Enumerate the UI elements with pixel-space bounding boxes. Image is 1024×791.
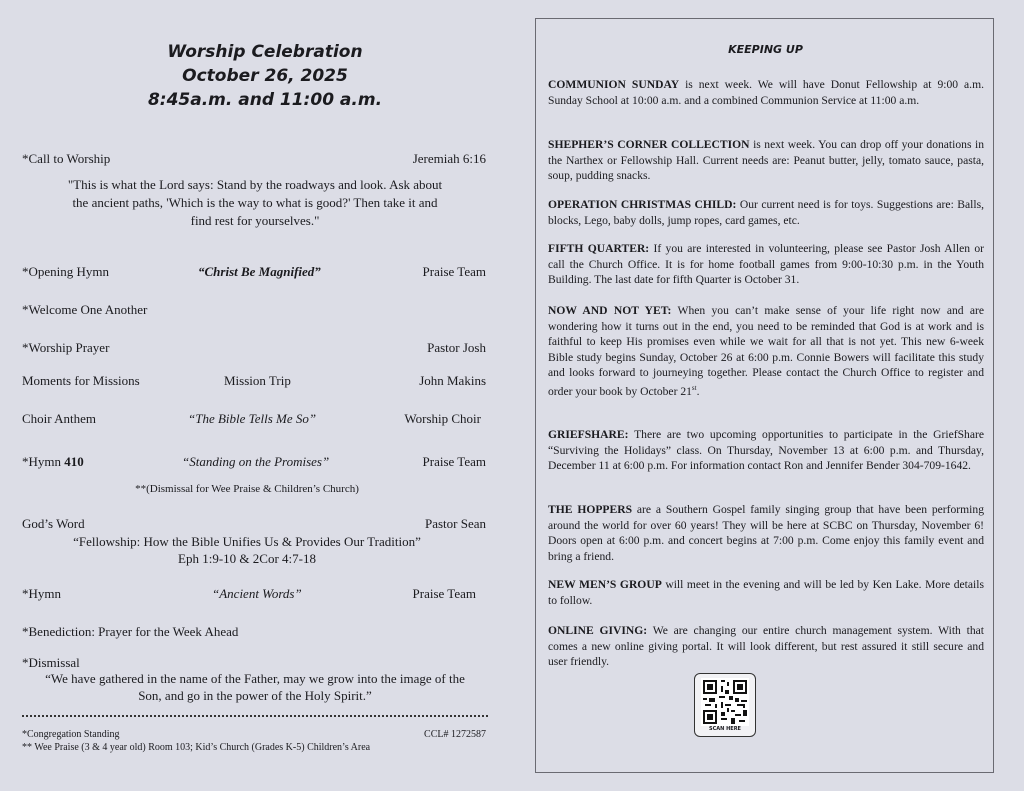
sermon-title: “Fellowship: How the Bible Unifies Us & Provides Our Tradition” — [73, 534, 421, 549]
worship-prayer-row: *Worship Prayer Pastor Josh — [22, 340, 486, 355]
children-rooms-note: ** Wee Praise (3 & 4 year old) Room 103; Kid’s Church (Grades K-5) Children’s Area — [22, 742, 371, 753]
announcement-now-and-not-yet: NOW AND NOT YET: When you can’t make sense of your life right now and are wondering how it turns out in the end, you need to be reminded that God is at work and is faithful to keep His promises even while we wait for all that is not yet. This new 6-week Bible study begins Sunday, October 26 at 6:00 p.m. Connie Bowers will facilitate this study and looks forward to journeying together. Please contact the Church Office to register and order your book by October 21st. — [548, 304, 984, 398]
keeping-up-heading: KEEPING UP — [728, 43, 803, 56]
missions-row: Moments for Missions Mission Trip John Makins — [22, 373, 486, 388]
keeping-up-panel — [535, 18, 994, 773]
gods-word-row: God’s Word Pastor Sean — [22, 516, 486, 531]
qr-caption: SCAN HERE — [709, 726, 741, 732]
congregation-standing-note: *Congregation Standing — [22, 729, 120, 740]
sermon-reference: Eph 1:9-10 & 2Cor 4:7-18 — [178, 551, 316, 566]
dismissal-quote: “We have gathered in the name of the Father, may we grow into the image of the Son, and go in the power of the Holy Spirit.” — [45, 671, 465, 703]
announcement-new-mens-group: NEW MEN’S GROUP will meet in the evening and will be led by Ken Lake. More details to follow. — [548, 578, 985, 607]
title-line-2: October 26, 2025 — [182, 66, 348, 86]
qr-code-icon — [701, 678, 749, 726]
title-line-1: Worship Celebration — [167, 42, 363, 62]
order-of-worship — [22, 0, 488, 791]
announcement-shepherds-corner: SHEPHER’S CORNER COLLECTION is next week. You can drop off your donations in the Narthex or Fellowship Hall. Current needs are: Peanut butter, jelly, tomato sauce, pasta, soup, pudding snacks. — [548, 138, 984, 183]
opening-hymn-row: *Opening Hymn “Christ Be Magnified” Praise Team — [22, 264, 486, 279]
hymn-410-row: *Hymn 410 “Standing on the Promises” Praise Team — [22, 454, 486, 469]
announcement-griefshare: GRIEFSHARE: There are two upcoming opportunities to participate in the GriefShare “Surviving the Holidays” class. On Thursday, November 13 at 6:00 p.m. and Thursday, December 11 at 6:00 p.m. For information contact Ron and Jennifer Bender 304-709-1642. — [548, 428, 984, 473]
announcement-communion: COMMUNION SUNDAY is next week. We will have Donut Fellowship at 9:00 a.m. Sunday School at 10:00 a.m. and a combined Communion Service at 11:00 a.m. — [548, 78, 984, 107]
announcement-the-hoppers: THE HOPPERS are a Southern Gospel family singing group that have been performing around the world for over 60 years! They will be here at SCBC on Thursday, November 6! Doors open at 6:00 p.m. and concert begins at 7:00 p.m. Come enjoy this family event and bring a friend. — [548, 503, 985, 563]
announcement-online-giving: ONLINE GIVING: We are changing our entire church management system. With that comes a new online giving portal. It will look different, but rest assured it still secure and user friendly. — [548, 624, 984, 669]
benediction-row: *Benediction: Prayer for the Week Ahead — [22, 624, 239, 639]
call-to-worship-row: *Call to Worship Jeremiah 6:16 — [22, 151, 486, 166]
welcome-row: *Welcome One Another — [22, 302, 148, 317]
qr-code[interactable] — [694, 673, 756, 737]
hymn-ancient-words-row: *Hymn “Ancient Words” Praise Team — [22, 586, 476, 601]
choir-anthem-row: Choir Anthem “The Bible Tells Me So” Worship Choir — [22, 411, 481, 426]
dismissal-note: **(Dismissal for Wee Praise & Children’s Church) — [135, 483, 359, 495]
opening-hymn-title: “Christ Be Magnified” — [198, 264, 321, 279]
title-line-3: 8:45a.m. and 11:00 a.m. — [147, 90, 383, 110]
dismissal-row: *Dismissal — [22, 655, 80, 670]
dotted-divider — [22, 715, 488, 717]
announcement-fifth-quarter: FIFTH QUARTER: If you are interested in volunteering, please see Pastor Josh Allen or call the Church Office. It is for home football games from 9:00-10:30 p.m. in the Youth Building. The last date for fifth Quarter is October 31. — [548, 242, 984, 287]
ccl-number: CCL# 1272587 — [424, 729, 486, 740]
announcement-operation-christmas-child: OPERATION CHRISTMAS CHILD: Our current need is for toys. Suggestions are: Balls, blocks, Lego, baby dolls, jump ropes, card games, etc. — [548, 198, 984, 227]
scripture-quote: "This is what the Lord says: Stand by the roadways and look. Ask about the ancient paths, 'Which is the way to what is good?' Then take it and find rest for yourselves." — [67, 177, 443, 228]
